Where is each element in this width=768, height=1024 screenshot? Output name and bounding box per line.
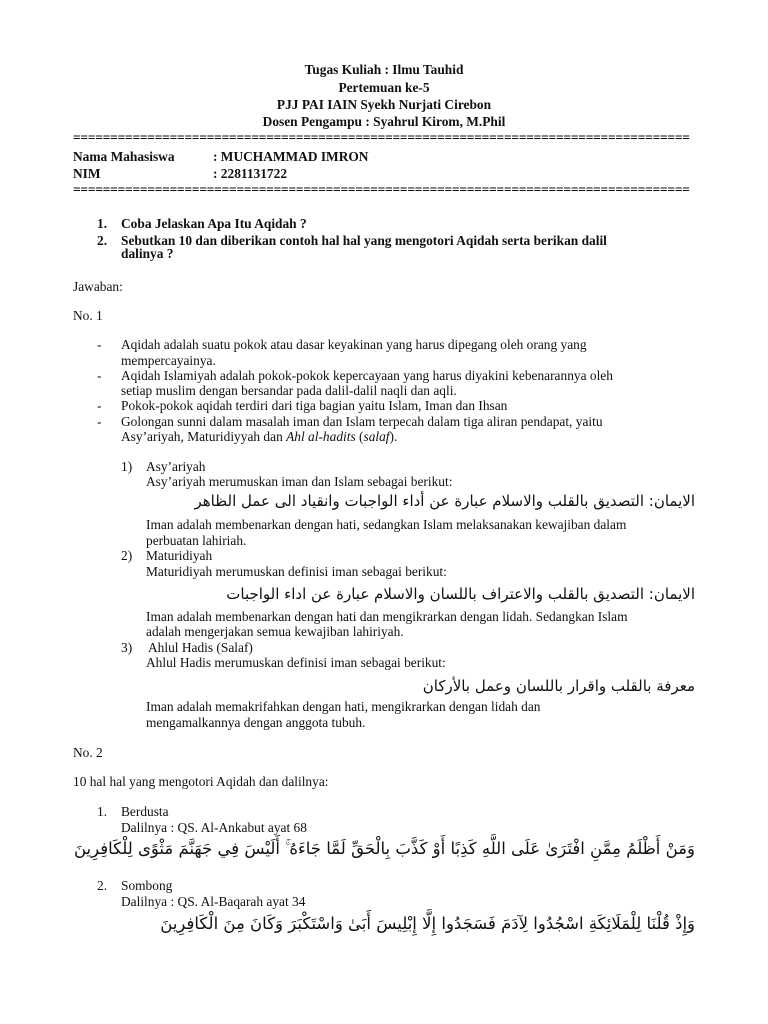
bullet-text-cont: setiap muslim dengan bersandar pada dalil-dalil naqli dan aqli. bbox=[121, 383, 457, 398]
bullet-text: Golongan sunni dalam masalah iman dan Islam terpecah dalam tiga aliran pendapat, yaitu bbox=[121, 414, 603, 429]
bullet-text-cont: mempercayainya. bbox=[121, 353, 216, 368]
student-name-value: : MUCHAMMAD IMRON bbox=[213, 149, 369, 164]
school-number: 1) bbox=[121, 459, 133, 474]
translation-cont: perbuatan lahiriah. bbox=[146, 533, 247, 548]
school-intro: Maturidiyah merumuskan definisi iman sebagai berikut: bbox=[146, 564, 447, 579]
arabic-definition: الايمان: التصديق بالقلب والاسلام عبارة عن أداء الواجبات وانقياد الى عمل الظاهر bbox=[194, 492, 695, 510]
school-number: 3) bbox=[121, 640, 133, 655]
separator-bottom: =================================================================================== bbox=[73, 182, 690, 197]
answers-heading: Jawaban: bbox=[73, 279, 123, 294]
translation: Iman adalah membenarkan dengan hati dan mengikrarkan dengan lidah. Sedangkan Islam bbox=[146, 609, 628, 624]
lecturer: Dosen Pengampu : Syahrul Kirom, M.Phil bbox=[262, 114, 506, 129]
bullet-dash: - bbox=[97, 398, 102, 413]
translation-cont: adalah mengerjakan semua kewajiban lahiriyah. bbox=[146, 624, 404, 639]
school-name: Asy’ariyah bbox=[146, 459, 206, 474]
institution: PJJ PAI IAIN Syekh Nurjati Cirebon bbox=[276, 97, 492, 112]
bullet-text-cont: Asy’ariyah, Maturidiyyah dan Ahl al-hadits (salaf). bbox=[121, 429, 398, 444]
school-intro: Ahlul Hadis merumuskan definisi iman sebagai berikut: bbox=[146, 655, 446, 670]
bullet-text: Aqidah adalah suatu pokok atau dasar keyakinan yang harus dipegang oleh orang yang bbox=[121, 337, 587, 352]
quran-verse: وَمَنْ أَظْلَمُ مِمَّنِ افْتَرَىٰ عَلَى اللَّهِ كَذِبًا أَوْ كَذَّبَ بِالْحَقِّ لَمَّا جَاءَهُ ۚ أَلَيْسَ فِي جَهَنَّمَ مَثْوًى لِلْكَافِرِينَ bbox=[73, 839, 695, 858]
quran-verse: وَإِذْ قُلْنَا لِلْمَلَائِكَةِ اسْجُدُوا لِآدَمَ فَسَجَدُوا إِلَّا إِبْلِيسَ أَبَىٰ وَاسْتَكْبَرَ وَكَانَ مِنَ الْكَافِرِينَ bbox=[160, 914, 695, 933]
question-number: 1. bbox=[97, 216, 108, 231]
school-name: Maturidiyah bbox=[146, 548, 213, 563]
student-nim-label: NIM bbox=[73, 166, 101, 181]
student-nim-value: : 2281131722 bbox=[213, 166, 288, 181]
bullet-dash: - bbox=[97, 337, 102, 352]
item-dalil: Dalilnya : QS. Al-Ankabut ayat 68 bbox=[121, 820, 307, 835]
item-name: Sombong bbox=[121, 878, 173, 893]
bullet-text: Aqidah Islamiyah adalah pokok-pokok kepercayaan yang harus diyakini kebenarannya oleh bbox=[121, 368, 613, 383]
bullet-dash: - bbox=[97, 368, 102, 383]
question-number: 2. bbox=[97, 233, 108, 248]
meeting-number: Pertemuan ke-5 bbox=[338, 80, 430, 95]
question-text: Sebutkan 10 dan diberikan contoh hal hal yang mengotori Aqidah serta berikan dalil bbox=[121, 233, 607, 248]
answer-1-heading: No. 1 bbox=[73, 308, 103, 323]
student-name-label: Nama Mahasiswa bbox=[73, 149, 175, 164]
item-name: Berdusta bbox=[121, 804, 169, 819]
separator-top: =================================================================================== bbox=[73, 130, 690, 145]
translation: Iman adalah membenarkan dengan hati, sedangkan Islam melaksanakan kewajiban dalam bbox=[146, 517, 627, 532]
school-name: Ahlul Hadis (Salaf) bbox=[148, 640, 253, 655]
arabic-definition: معرفة بالقلب واقرار باللسان وعمل بالأركان bbox=[422, 677, 695, 695]
item-number: 1. bbox=[97, 804, 108, 819]
question-text: Coba Jelaskan Apa Itu Aqidah ? bbox=[121, 216, 307, 231]
item-number: 2. bbox=[97, 878, 108, 893]
translation: Iman adalah memakrifahkan dengan hati, mengikrarkan dengan lidah dan bbox=[146, 699, 541, 714]
item-dalil: Dalilnya : QS. Al-Baqarah ayat 34 bbox=[121, 894, 306, 909]
answer-2-intro: 10 hal hal yang mengotori Aqidah dan dalilnya: bbox=[73, 774, 329, 789]
bullet-dash: - bbox=[97, 414, 102, 429]
arabic-definition: الايمان: التصديق بالقلب والاعتراف باللسان والاسلام عبارة عن اداء الواجبات bbox=[226, 585, 695, 603]
translation-cont: mengamalkannya dengan anggota tubuh. bbox=[146, 715, 366, 730]
bullet-text: Pokok-pokok aqidah terdiri dari tiga bagian yaitu Islam, Iman dan Ihsan bbox=[121, 398, 508, 413]
answer-2-heading: No. 2 bbox=[73, 745, 103, 760]
school-intro: Asy’ariyah merumuskan iman dan Islam sebagai berikut: bbox=[146, 474, 453, 489]
question-text-cont: dalinya ? bbox=[121, 246, 174, 261]
school-number: 2) bbox=[121, 548, 133, 563]
course-title: Tugas Kuliah : Ilmu Tauhid bbox=[304, 62, 464, 77]
